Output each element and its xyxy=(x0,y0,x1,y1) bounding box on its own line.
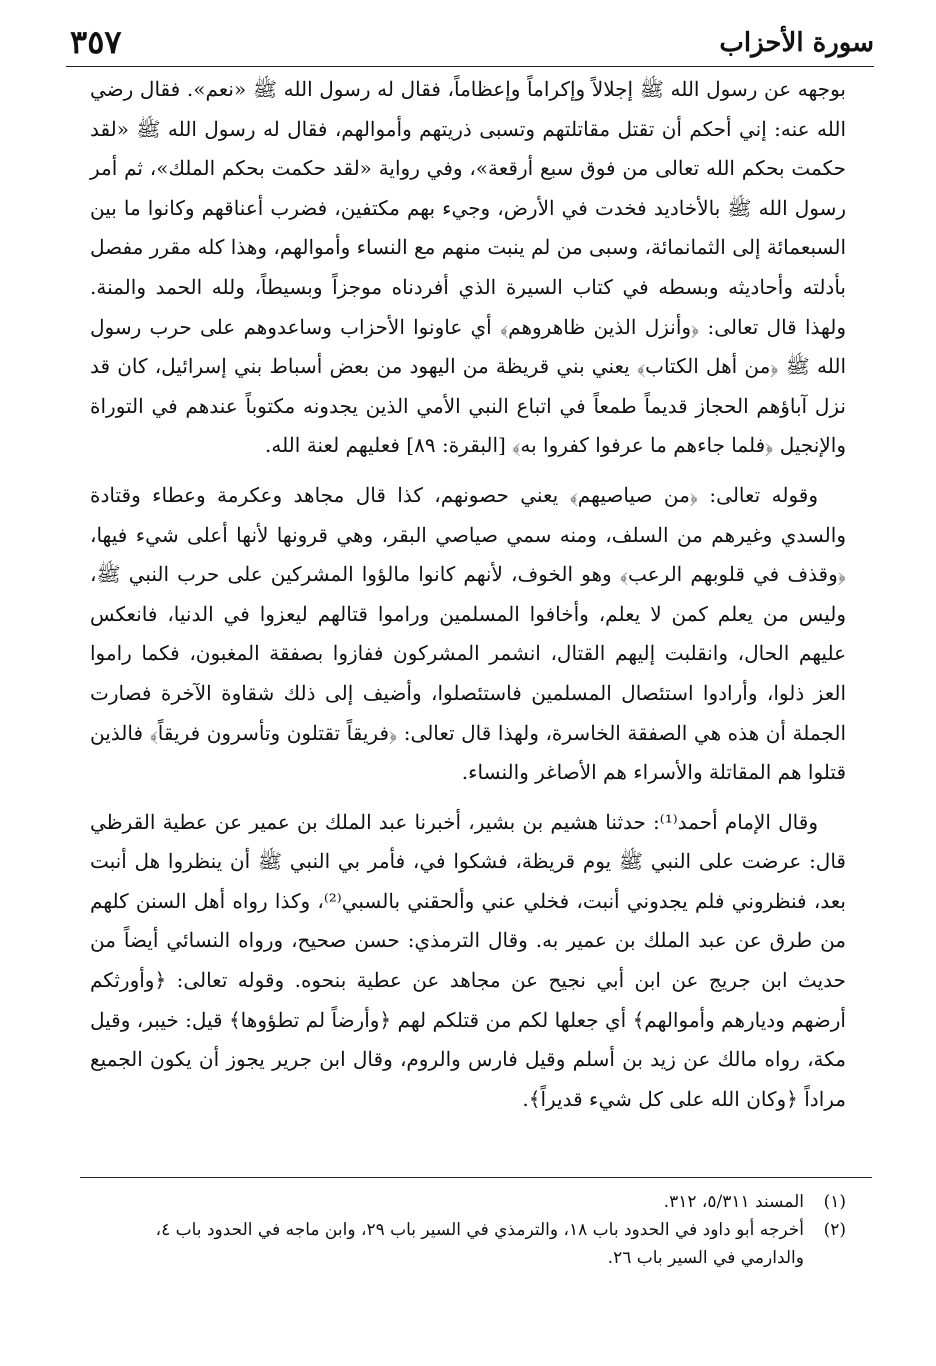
page-header xyxy=(66,24,874,67)
paragraph: وقوله تعالى: ﴿من صياصيهم﴾ يعني حصونهم، كذا قال مجاهد وعكرمة وعطاء وقتادة والسدي وغيرهم من السلف، ومنه سمي صياصي البقر، وهي قرونها لأنها أعلى شيء فيها، ﴿وقذف في قلوبهم الرعب﴾ وهو الخوف، لأنهم كانوا مالؤوا المشركين على حرب النبي ﷺ، وليس من يعلم كمن لا يعلم، وأخافوا المسلمين وراموا قتالهم ليعزوا في الدنيا، فانعكس عليهم الحال، وانقلبت إليهم القتال، انشمر المشركون ففازوا بصفقة المغبون، فكما راموا العز ذلوا، وأرادوا استئصال المسلمين فاستئصلوا، وأضيف إلى ذلك شقاوة الآخرة فصارت الجملة أن هذه هي الصفقة الخاسرة، ولهذا قال تعالى: ﴿فريقاً تقتلون وتأسرون فريقاً﴾ فالذين قتلوا هم المقاتلة والأسراء هم الأصاغر والنساء. xyxy=(90,482,846,785)
main-text xyxy=(90,70,846,1119)
footnote xyxy=(90,1216,846,1272)
footnotes xyxy=(90,1188,846,1272)
paragraph: وقال الإمام أحمد⁽¹⁾: حدثنا هشيم بن بشير، أخبرنا عبد الملك بن عمير عن عطية القرظي قال: عرضت على النبي ﷺ يوم قريظة، فشكوا في، فأمر بي النبي ﷺ أن ينظروا هل أنبت بعد، فنظروني فلم يجدوني أنبت، فخلي عني وألحقني بالسبي⁽²⁾، وكذا رواه أهل السنن كلهم من طرق عن عبد الملك بن عمير به. وقال الترمذي: حسن صحيح، ورواه النسائي أيضاً من حديث ابن جريج عن ابن أبي نجيح عن مجاهد عن عطية بنحوه. وقوله تعالى: ﴿وأورثكم أرضهم وديارهم وأموالهم﴾ أي جعلها لكم من قتلكم لهم ﴿وأرضاً لم تطؤوها﴾ قيل: خيبر، وقيل مكة، رواه مالك عن زيد بن أسلم وقيل فارس والروم، وقال ابن جرير يجوز أن يكون الجميع مراداً ﴿وكان الله على كل شيء قديراً﴾. xyxy=(90,809,847,1111)
footnote xyxy=(90,1188,846,1216)
footnote-divider xyxy=(80,1177,872,1178)
page-number: ٣٥٧ xyxy=(70,23,122,61)
footnote-text: المسند ٥/٣١١، ٣١٢. xyxy=(663,1192,804,1212)
paragraph: بوجهه عن رسول الله ﷺ إجلالاً وإكراماً وإعظاماً، فقال له رسول الله ﷺ «نعم». فقال رضي الله عنه: إني أحكم أن تقتل مقاتلتهم وتسبى ذريتهم وأموالهم، فقال له رسول الله ﷺ «لقد حكمت بحكم الله تعالى من فوق سبع أرقعة»، وفي رواية «لقد حكمت بحكم الملك»، ثم أمر رسول الله ﷺ بالأخاديد فخدت في الأرض، وجيء بهم مكتفين، فضرب أعناقهم وكانوا ما بين السبعمائة إلى الثمانمائة، وسبى من لم ينبت منهم مع النساء وأموالهم، وهذا كله مقرر مفصل بأدلته وأحاديثه وبسطه في كتاب السيرة الذي أفردناه موجزاً وبسيطاً، ولله الحمد والمنة. ولهذا قال تعالى: ﴿وأنزل الذين ظاهروهم﴾ أي عاونوا الأحزاب وساعدوهم على حرب رسول الله ﷺ ﴿من أهل الكتاب﴾ يعني بني قريظة من اليهود من بعض أسباط بني إسرائيل، كان قد نزل آباؤهم الحجاز قديماً طمعاً في اتباع النبي الأمي الذين يجدونه مكتوباً عندهم في التوراة والإنجيل ﴿فلما جاءهم ما عرفوا كفروا به﴾ [البقرة: ٨٩] فعليهم لعنة الله. xyxy=(89,77,846,458)
surah-title: سورة الأحزاب xyxy=(719,28,874,58)
footnote-number: (٢) xyxy=(823,1220,846,1240)
footnote-number: (١) xyxy=(823,1192,846,1212)
footnote-text: أخرجه أبو داود في الحدود باب ١٨، والترمذي في السير باب ٢٩، وابن ماجه في الحدود باب ٤، والدارمي في السير باب ٢٦. xyxy=(155,1220,804,1268)
